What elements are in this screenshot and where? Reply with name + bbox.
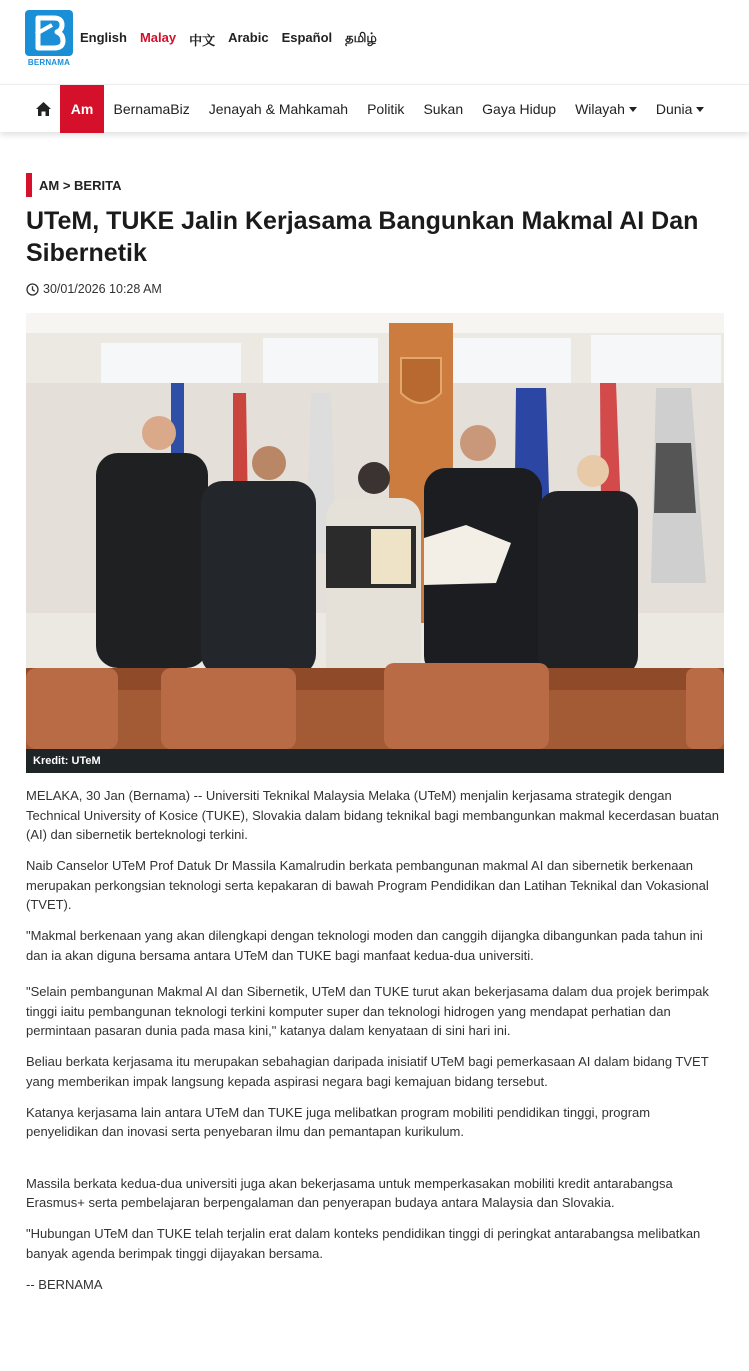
bernama-logo-icon xyxy=(25,10,73,56)
paragraph: Naib Canselor UTeM Prof Datuk Dr Massila Kamalrudin berkata pembangunan makmal AI dan sibernetik berkenaan merupakan perkongsian teknologi serta kepakaran di bawah Program Pendidikan dan Latihan Teknikal dan Vokasional (TVET). xyxy=(26,858,709,912)
home-icon[interactable] xyxy=(28,85,58,133)
breadcrumb-accent xyxy=(26,173,32,197)
nav-item-sukan[interactable] xyxy=(414,101,473,117)
paragraph: Beliau berkata kerjasama itu merupakan sebahagian daripada inisiatif UTeM bagi pemerkasaan AI dalam bidang TVET yang memberikan impak langsung kepada aspirasi negara bagi kemajuan bidang tersebut. xyxy=(26,1054,709,1089)
paragraph: MELAKA, 30 Jan (Bernama) -- Universiti Teknikal Malaysia Melaka (UTeM) menjalin kerjasama strategik dengan Technical University of Kosice (TUKE), Slovakia dalam bidang teknikal bagi membangunkan makmal kecerdasan buatan (AI) dan sibernetik berteknologi terkini. xyxy=(26,788,719,842)
byline: -- BERNAMA xyxy=(26,1276,103,1292)
nav-label: Dunia xyxy=(655,101,693,117)
bernama-logo[interactable] xyxy=(25,10,73,68)
paragraph: "Hubungan UTeM dan TUKE telah terjalin erat dalam konteks pendidikan tinggi di peringkat antarabangsa melibatkan banyak agenda berimpak tinggi dijayakan bersama. xyxy=(26,1226,701,1261)
nav-item-gaya-hidup[interactable] xyxy=(473,101,566,117)
breadcrumb[interactable] xyxy=(26,173,121,197)
lang-chinese[interactable]: 中文 xyxy=(189,33,216,48)
nav-item-politik[interactable] xyxy=(358,101,414,117)
article-photo[interactable] xyxy=(26,313,724,749)
lang-arabic[interactable]: Arabic xyxy=(228,30,269,45)
nav-item-wilayah[interactable] xyxy=(566,101,647,117)
article-title: UTeM, TUKE Jalin Kerjasama Bangunkan Makmal AI Dan Sibernetik xyxy=(26,207,699,267)
paragraph: "Makmal berkenaan yang akan dilengkapi dengan teknologi moden dan canggih dijangka dibangunkan pada tahun ini dan ia akan diguna bersama antara UTeM dan TUKE bagi manfaat kedua-dua universiti. xyxy=(26,928,703,963)
photo-credit: Kredit: UTeM xyxy=(26,749,724,773)
main-nav xyxy=(0,84,749,132)
article-date xyxy=(26,282,162,296)
nav-label: BernamaBiz xyxy=(113,101,190,117)
nav-item-dunia[interactable] xyxy=(646,101,714,117)
nav-item-jenayah-mahkamah[interactable] xyxy=(199,101,357,117)
lang-spanish[interactable]: Español xyxy=(281,30,333,45)
nav-item-bernamabiz[interactable] xyxy=(104,101,199,117)
nav-label: Gaya Hidup xyxy=(482,101,557,117)
logo-text: BERNAMA xyxy=(27,58,71,67)
nav-item-am[interactable]: Am xyxy=(60,85,104,133)
nav-label: Jenayah & Mahkamah xyxy=(208,101,349,117)
paragraph: "Selain pembangunan Makmal AI dan Sibernetik, UTeM dan TUKE turut akan bekerjasama dalam dua projek berimpak tinggi iaitu pembangunan teknologi terkini komputer super dan teknologi hidrogen yang mendapat perhatian dan permintaan pasaran dunia pada masa kini," katanya dalam kenyataan di sini hari ini. xyxy=(26,984,709,1038)
paragraph: Katanya kerjasama lain antara UTeM dan TUKE juga melibatkan program mobiliti pendidikan tinggi, program penyelidikan dan inovasi serta penyebaran ilmu dan pemantapan kurikulum. xyxy=(26,1104,651,1139)
lang-tamil[interactable]: தமிழ் xyxy=(345,30,377,45)
date-text: 30/01/2026 10:28 AM xyxy=(43,282,162,296)
chevron-down-icon xyxy=(696,107,704,112)
paragraph: Massila berkata kedua-dua universiti juga akan bekerjasama untuk memperkasakan mobiliti kredit antarabangsa Erasmus+ serta pembelajaran berpengalaman dan penyerapan budaya antara Malaysia dan Slovakia. xyxy=(26,1175,673,1210)
nav-label: Sukan xyxy=(423,101,464,117)
nav-label: Wilayah xyxy=(575,101,625,117)
breadcrumb-text: AM > BERITA xyxy=(39,177,122,193)
lang-english[interactable]: English xyxy=(80,30,127,45)
nav-label: Politik xyxy=(367,101,405,117)
clock-icon xyxy=(26,283,39,296)
lang-malay[interactable]: Malay xyxy=(139,30,177,45)
article-body xyxy=(26,786,724,1306)
top-bar xyxy=(0,0,749,84)
chevron-down-icon xyxy=(629,107,637,112)
language-selector xyxy=(80,30,377,49)
